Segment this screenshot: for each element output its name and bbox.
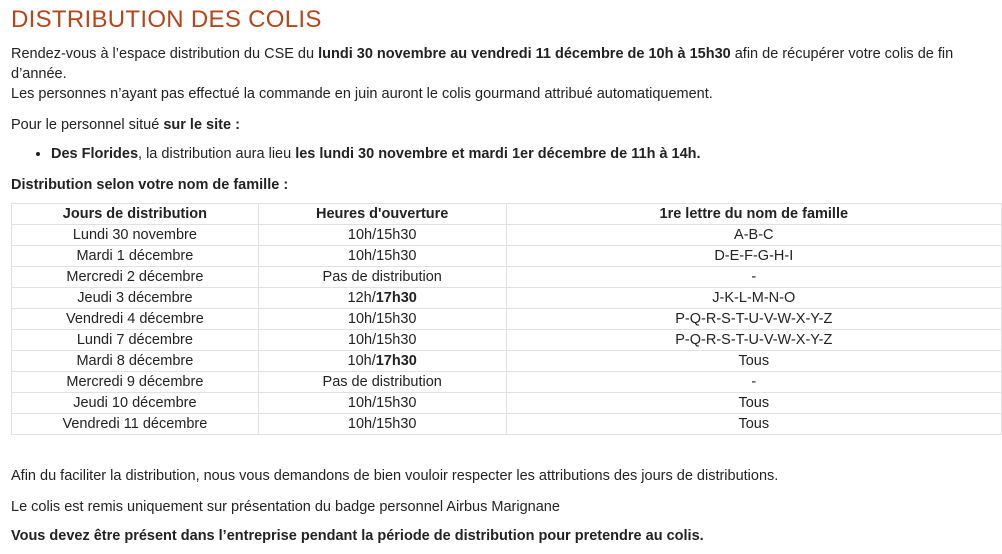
intro-line-1 [11,44,996,84]
hours-start: 10h/15h30 [347,227,417,243]
table-row [12,330,1002,351]
cell-day: Jeudi 10 décembre [12,393,259,414]
cell-hours [258,414,506,435]
intro-text-end: afin de récupérer votre colis de fin d’année. [11,46,954,82]
hours-start: 10h/15h30 [347,416,417,432]
staff-prefix: Pour le personnel situé [11,117,164,133]
cell-letters: D-E-F-G-H-I [506,246,1001,267]
header-hours: Heures d'ouverture [258,204,506,225]
hours-start: 12h/ [347,290,376,306]
hours-start: 10h/15h30 [347,395,417,411]
cell-day: Lundi 7 décembre [12,330,259,351]
cell-hours [258,372,506,393]
cell-day: Jeudi 3 décembre [12,288,259,309]
cell-letters: Tous [506,351,1001,372]
table-row [12,309,1002,330]
hours-start: Pas de distribution [322,269,442,285]
hours-start: 10h/15h30 [347,332,417,348]
cell-letters: P-Q-R-S-T-U-V-W-X-Y-Z [506,309,1001,330]
cell-letters: - [506,372,1001,393]
cell-hours [258,288,506,309]
cell-day: Mercredi 2 décembre [12,267,259,288]
table-row [12,288,1002,309]
intro-line-2: Les personnes n’ayant pas effectué la commande en juin auront le colis gourmand attribué automatiquement. [11,86,713,102]
list-item [51,144,701,164]
presence-paragraph: Vous devez être présent dans l’entreprise pendant la période de distribution pour pretendre au colis. [11,528,704,544]
hours-start: 10h/15h30 [347,248,417,264]
table-header-row [12,204,1002,225]
intro-text-start: Rendez-vous à l’espace distribution du CSE du [11,46,319,62]
cell-letters: Tous [506,414,1001,435]
table-body [12,225,1002,435]
staff-site: sur le site : [163,117,240,133]
cell-hours [258,225,506,246]
cell-hours [258,393,506,414]
cell-day: Lundi 30 novembre [12,225,259,246]
hours-end-bold: 17h30 [375,290,417,306]
cell-hours [258,351,506,372]
table-row [12,351,1002,372]
badge-paragraph: Le colis est remis uniquement sur présentation du badge personnel Airbus Marignane [11,499,560,515]
site-middle-text: , la distribution aura lieu [138,146,296,162]
cell-day: Mercredi 9 décembre [12,372,259,393]
table-row [12,414,1002,435]
table-title: Distribution selon votre nom de famille : [11,177,289,193]
hours-start: Pas de distribution [322,374,442,390]
staff-paragraph [11,115,240,135]
cell-hours [258,330,506,351]
site-name: Des Florides [51,146,139,162]
cell-day: Vendredi 4 décembre [12,309,259,330]
facilitate-paragraph: Afin du faciliter la distribution, nous vous demandons de bien vouloir respecter les attributions des jours de distributions. [11,468,779,484]
intro-dates: lundi 30 novembre au vendredi 11 décembre de 10h à 15h30 [318,46,731,62]
cell-day: Mardi 8 décembre [12,351,259,372]
hours-start: 10h/ [347,353,376,369]
site-list [11,144,701,164]
cell-letters: J-K-L-M-N-O [506,288,1001,309]
intro-paragraph [11,44,996,104]
table-row [12,225,1002,246]
cell-hours [258,246,506,267]
table-row [12,393,1002,414]
table-row [12,246,1002,267]
cell-letters: Tous [506,393,1001,414]
table-row [12,267,1002,288]
cell-hours [258,267,506,288]
site-when: les lundi 30 novembre et mardi 1er décembre de 11h à 14h. [295,146,701,162]
cell-letters: P-Q-R-S-T-U-V-W-X-Y-Z [506,330,1001,351]
cell-hours [258,309,506,330]
hours-start: 10h/15h30 [347,311,417,327]
cell-letters: A-B-C [506,225,1001,246]
cell-day: Mardi 1 décembre [12,246,259,267]
hours-end-bold: 17h30 [375,353,417,369]
table-row [12,372,1002,393]
page-title: DISTRIBUTION DES COLIS [11,6,322,33]
cell-day: Vendredi 11 décembre [12,414,259,435]
header-days: Jours de distribution [12,204,259,225]
distribution-table [11,203,1002,435]
cell-letters: - [506,267,1001,288]
header-letters: 1re lettre du nom de famille [506,204,1001,225]
